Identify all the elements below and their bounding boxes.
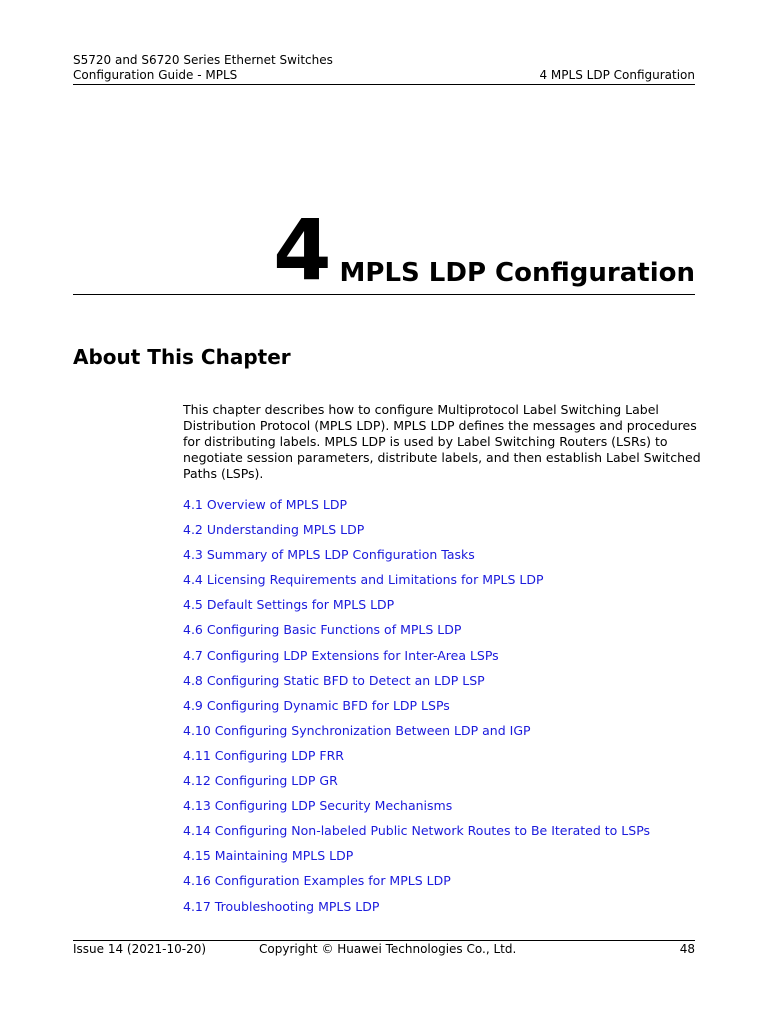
toc-link[interactable]: 4.11 Configuring LDP FRR	[183, 747, 344, 763]
footer-page-number: 48	[679, 942, 695, 956]
toc-item	[183, 673, 650, 698]
toc-item	[183, 798, 650, 823]
header-chapter-ref: 4 MPLS LDP Configuration	[539, 68, 695, 82]
header-product: S5720 and S6720 Series Ethernet Switches	[73, 53, 333, 67]
toc-item	[183, 698, 650, 723]
toc-item	[183, 873, 650, 898]
toc-item	[183, 572, 650, 597]
footer-issue: Issue 14 (2021-10-20)	[73, 942, 207, 956]
toc-link[interactable]: 4.13 Configuring LDP Security Mechanisms	[183, 798, 453, 814]
footer-divider	[73, 940, 695, 941]
toc-link[interactable]: 4.5 Default Settings for MPLS LDP	[183, 597, 395, 613]
toc-item	[183, 823, 650, 848]
toc-link[interactable]: 4.14 Configuring Non-labeled Public Network Routes to Be Iterated to LSPs	[183, 823, 651, 839]
intro-paragraph: This chapter describes how to configure Multiprotocol Label Switching Label Distribution Protocol (MPLS LDP). MPLS LDP defines the messages and procedures for distributing labels. MPLS LDP is used by Label Switching Routers (LSRs) to negotiate session parameters, distribute labels, and then establish Label Switched Paths (LSPs).	[183, 402, 701, 481]
toc-link[interactable]: 4.4 Licensing Requirements and Limitations for MPLS LDP	[183, 572, 544, 588]
toc-item	[183, 648, 650, 673]
toc-link[interactable]: 4.16 Configuration Examples for MPLS LDP	[183, 873, 451, 889]
toc-link[interactable]: 4.10 Configuring Synchronization Between LDP and IGP	[183, 722, 531, 738]
toc-item	[183, 748, 650, 773]
toc-item	[183, 622, 650, 647]
toc-item	[183, 522, 650, 547]
header-row	[73, 68, 695, 83]
toc-link[interactable]: 4.3 Summary of MPLS LDP Configuration Tasks	[183, 547, 475, 563]
page-header	[73, 53, 695, 83]
toc-list	[183, 497, 650, 924]
toc-link[interactable]: 4.2 Understanding MPLS LDP	[183, 522, 365, 538]
chapter-title	[273, 201, 695, 299]
chapter-number: 4	[273, 201, 330, 299]
toc-item	[183, 773, 650, 798]
toc-item	[183, 497, 650, 522]
chapter-name: MPLS LDP Configuration	[339, 258, 695, 288]
toc-item	[183, 597, 650, 622]
toc-link[interactable]: 4.1 Overview of MPLS LDP	[183, 497, 348, 512]
toc-link[interactable]: 4.7 Configuring LDP Extensions for Inter-Area LSPs	[183, 647, 499, 663]
footer-copyright: Copyright © Huawei Technologies Co., Ltd.	[259, 942, 517, 956]
toc-item	[183, 547, 650, 572]
toc-link[interactable]: 4.15 Maintaining MPLS LDP	[183, 848, 354, 864]
toc-link[interactable]: 4.8 Configuring Static BFD to Detect an LDP LSP	[183, 672, 485, 688]
header-guide: Configuration Guide - MPLS	[73, 68, 238, 82]
toc-item	[183, 848, 650, 873]
section-heading: About This Chapter	[73, 345, 291, 369]
toc-link[interactable]: 4.12 Configuring LDP GR	[183, 773, 338, 789]
toc-link[interactable]: 4.6 Configuring Basic Functions of MPLS LDP	[183, 622, 462, 638]
toc-link[interactable]: 4.9 Configuring Dynamic BFD for LDP LSPs	[183, 697, 450, 713]
toc-link[interactable]: 4.17 Troubleshooting MPLS LDP	[183, 898, 380, 914]
header-divider	[73, 84, 695, 85]
toc-item	[183, 723, 650, 748]
toc-item	[183, 899, 650, 924]
title-divider	[73, 294, 695, 295]
